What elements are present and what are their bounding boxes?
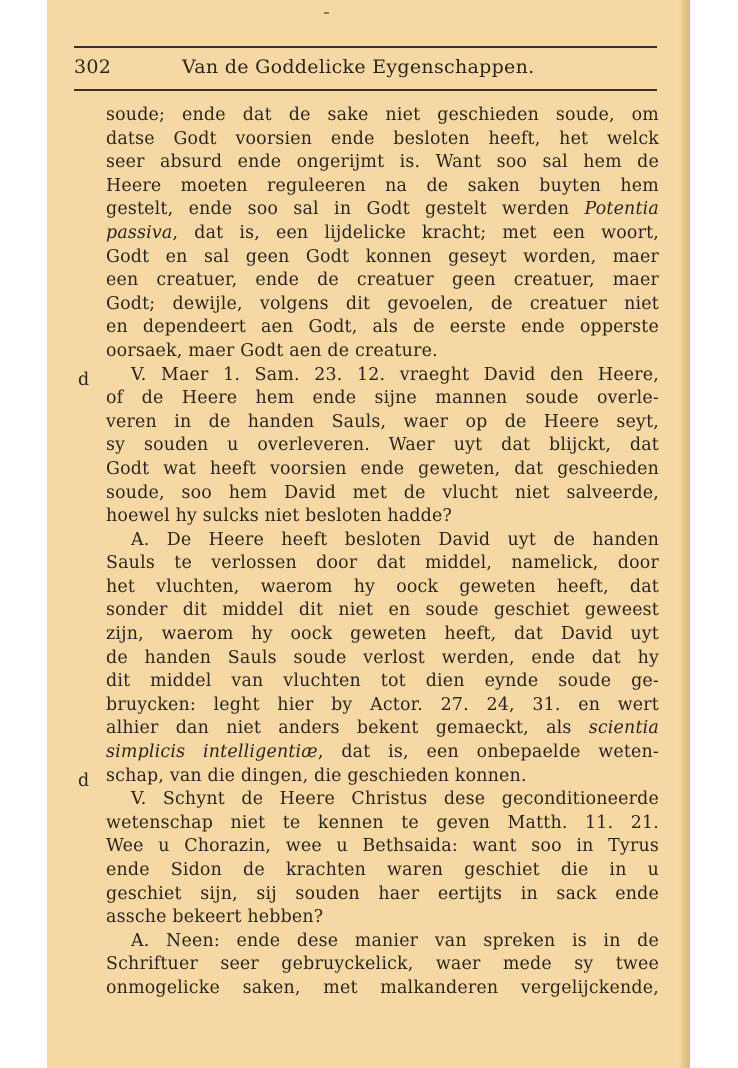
header-bottom-rule [74, 89, 657, 91]
latin-term: passiva [106, 222, 173, 243]
page-header [74, 56, 657, 82]
text-line: Godt; dewijle, volgens dit gevoelen, de creatuer niet [106, 293, 659, 314]
text-line: seer absurd ende ongerijmt is. Want soo sal hem de [106, 152, 659, 173]
page-edge [679, 0, 690, 1068]
text-line: Sauls te verlossen door dat middel, namelick, door [106, 553, 659, 574]
text-line: ende Sidon de krachten waren geschiet die in u [106, 860, 659, 880]
text-line: zijn, waerom hy oock geweten heeft, dat David uyt [106, 624, 659, 645]
text-line: A. De Heere heeft besloten David uyt de handen [131, 529, 659, 550]
text-line: Schriftuer seer gebruyckelick, waer mede sy twee [106, 954, 659, 975]
text-line: een creatuer, ende de creatuer geen creatuer, maer [106, 270, 659, 291]
text-line: gestelt, ende soo sal in Godt gestelt werden Potentia [106, 199, 659, 220]
text-line: assche bekeert hebben? [106, 907, 324, 928]
text-line: en dependeert aen Godt, als de eerste ende opperste [106, 317, 659, 338]
latin-term: scientia [588, 718, 659, 739]
text-line: Godt wat heeft voorsien ende geweten, dat geschieden [106, 458, 659, 479]
header-top-rule [74, 46, 657, 48]
text-line: Wee u Chorazin, wee u Bethsaida: want soo in Tyrus [106, 836, 659, 857]
body-text [106, 104, 659, 1001]
text-line: veren in de handen Sauls, waer op de Heere seyt, [106, 411, 659, 432]
text-line: dit middel van vluchten tot dien eynde soude ge- [106, 671, 659, 692]
text-line: het vluchten, waerom hy oock geweten heeft, dat [106, 576, 659, 597]
text-line: V. Maer 1. Sam. 23. 12. vraeght David den Heere, [131, 364, 659, 385]
text-line: oorsaek, maer Godt aen de creature. [106, 340, 438, 361]
latin-term: Potentia [584, 199, 659, 220]
text-line: of de Heere hem ende sijne mannen soude overle- [106, 388, 659, 409]
text-line: bruycken: leght hier by Actor. 27. 24, 31. en wert [106, 694, 659, 715]
text-line: soude; ende dat de sake niet geschieden soude, om [106, 105, 659, 125]
latin-term: simplicis intelligentiæ [106, 742, 318, 763]
text-line: hoewel hy sulcks niet besloten hadde? [106, 506, 453, 527]
text-line: passiva, dat is, een lijdelicke kracht; met een woort, [106, 222, 659, 243]
text-line: onmogelicke saken, met malkanderen vergelijckende, [106, 977, 659, 998]
text-line: schap, van die dingen, die geschieden konnen. [106, 765, 527, 786]
text-line: sonder dit middel dit niet en soude geschiet geweest [106, 600, 659, 621]
margin-mark: d [78, 771, 90, 791]
text-line: simplicis intelligentiæ, dat is, een onbepaelde weten- [106, 742, 659, 763]
text-line: soude, soo hem David met de vlucht niet salveerde, [106, 482, 659, 503]
text-line: A. Neen: ende dese manier van spreken is in de [131, 930, 659, 951]
page-number: 302 [74, 56, 112, 78]
margin-mark: d [78, 370, 90, 390]
text-line: Heere moeten reguleeren na de saken buyten hem [106, 175, 659, 196]
running-title: Van de Goddelicke Eygenschappen. [182, 56, 535, 78]
text-line: Godt en sal geen Godt konnen geseyt worden, maer [106, 246, 659, 267]
text-line: datse Godt voorsien ende besloten heeft, het welck [106, 128, 659, 149]
text-line: V. Schynt de Heere Christus dese geconditioneerde [131, 789, 659, 810]
print-mark [324, 12, 329, 14]
text-line: wetenschap niet te kennen te geven Matth. 11. 21. [106, 812, 659, 833]
text-line: de handen Sauls soude verlost werden, ende dat hy [106, 647, 659, 668]
text-line: geschiet sijn, sij souden haer eertijts in sack ende [106, 883, 659, 904]
text-line: sy souden u overleveren. Waer uyt dat blijckt, dat [106, 435, 659, 456]
text-line: alhier dan niet anders bekent gemaeckt, als scientia [106, 718, 659, 739]
